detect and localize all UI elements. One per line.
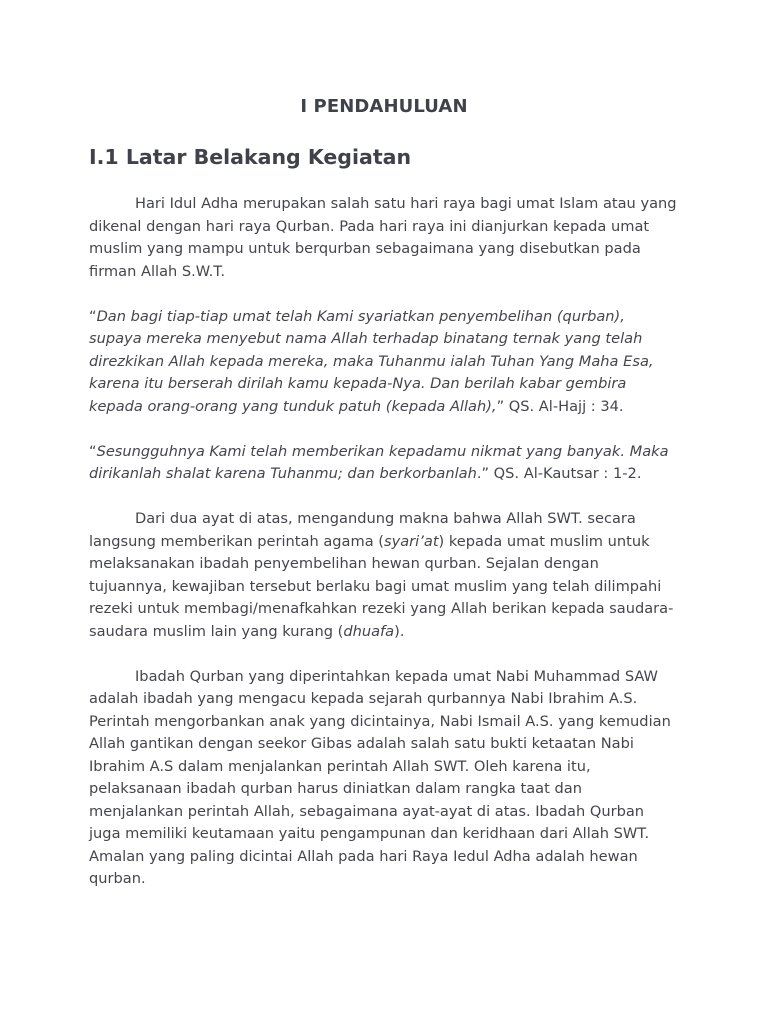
quote-close-mark: ” [496,397,505,415]
quote-text: Sesungguhnya Kami telah memberikan kepadamu nikmat yang banyak. Maka dirikanlah shalat karena Tuhanmu; dan berkorbanlah [89,442,669,482]
chapter-title: I PENDAHULUAN [300,96,468,117]
quote-al-hajj [89,306,679,419]
quote-open-mark: “ [89,442,97,460]
quote-source: QS. Al-Kautsar : 1-2. [489,465,642,482]
quote-al-kautsar [89,441,679,486]
term-dhuafa: dhuafa [343,622,395,640]
paragraph-text: ) kepada umat muslim untuk melaksanakan ibadah penyembelihan hewan qurban. Sejalan dengan tujuannya, kewajiban tersebut berlaku bagi umat muslim yang telah dilimpahi rezeki untuk membagi/menafkahkan rezeki yang Allah berikan kepada saudara-saudara muslim lain yang kurang ( [89,532,674,640]
paragraph-text: Dari dua ayat di atas, mengandung makna bahwa Allah SWT. secara langsung memberikan perintah agama ( [89,510,636,550]
paragraph-text: ). [394,622,405,640]
section-title: I.1 Latar Belakang Kegiatan [89,145,412,169]
document-body [89,193,679,913]
history-paragraph: Ibadah Qurban yang diperintahkan kepada umat Nabi Muhammad SAW adalah ibadah yang mengacu kepada sejarah qurbannya Nabi Ibrahim A.S. Perintah mengorbankan anak yang dicintainya, Nabi Ismail A.S. yang kemudian Allah gantikan dengan seekor Gibas adalah salah satu bukti ketaatan Nabi Ibrahim A.S dalam menjalankan perintah Allah SWT. Oleh karena itu, pelaksanaan ibadah qurban harus diniatkan dalam rangka taat dan menjalankan perintah Allah, sebagaimana ayat-ayat di atas. Ibadah Qurban juga memiliki keutamaan yaitu pengampunan dan keridhaan dari Allah SWT. Amalan yang paling dicintai Allah pada hari Raya Iedul Adha adalah hewan qurban. [89,667,671,887]
quote-source: QS. Al-Hajj : 34. [504,397,624,415]
term-syariat: syari’at [384,532,439,550]
quote-open-mark: “ [89,307,97,325]
quote-text: Dan bagi tiap-tiap umat telah Kami syariatkan penyembelihan (qurban), supaya mereka menyebut nama Allah terhadap binatang ternak yang telah direzkikan Allah kepada mereka, maka Tuhanmu ialah Tuhan Yang Maha Esa, karena itu berserah dirilah kamu kepada-Nya. Dan berilah kabar gembira kepada orang-orang yang tunduk patuh (kepada Allah), [89,307,654,415]
interpretation-paragraph [89,508,679,643]
quote-close-mark: .” [476,465,490,482]
intro-paragraph: Hari Idul Adha merupakan salah satu hari raya bagi umat Islam atau yang dikenal dengan hari raya Qurban. Pada hari raya ini dianjurkan kepada umat muslim yang mampu untuk berqurban sebagaimana yang disebutkan pada firman Allah S.W.T. [89,195,677,280]
